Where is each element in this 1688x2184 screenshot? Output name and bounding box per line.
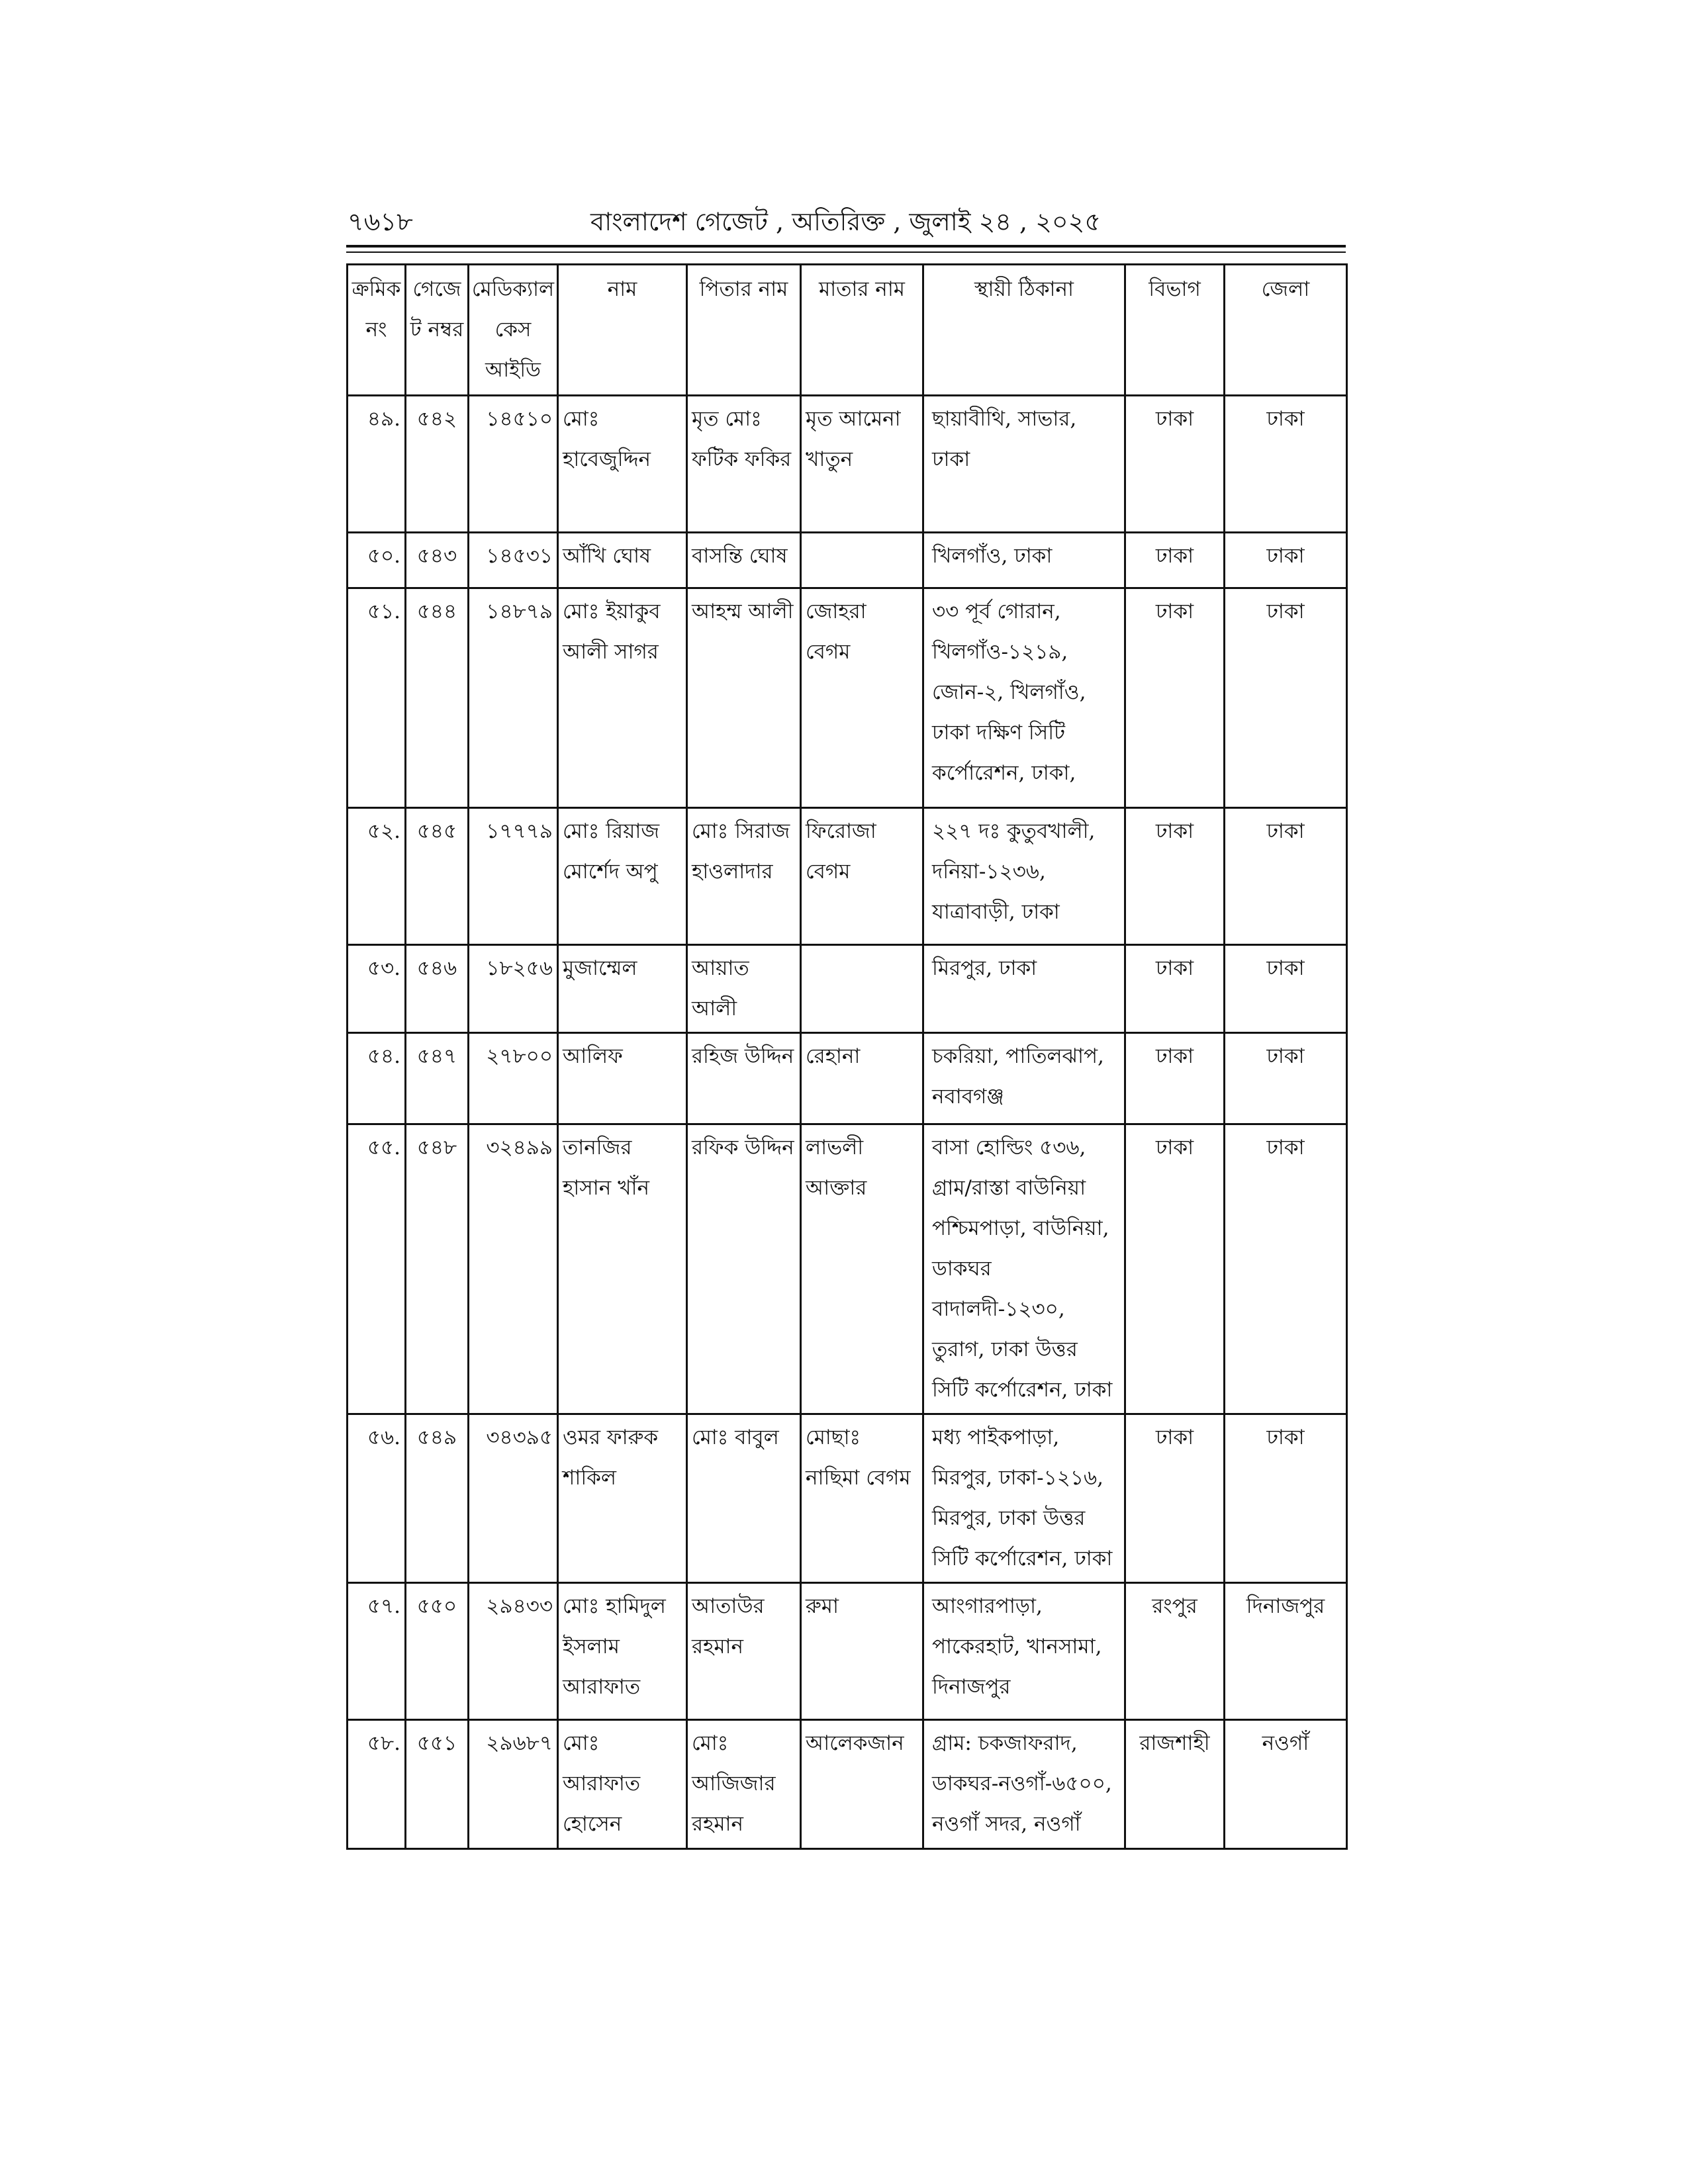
cell-address: বাসা হোল্ডিং ৫৩৬, গ্রাম/রাস্তা বাউনিয়া পশ্চিমপাড়া, বাউনিয়া, ডাকঘর বাদালদী-১২৩০, তুরাগ, ঢাকা উত্তর সিটি কর্পোরেশন, ঢাকা bbox=[923, 1124, 1125, 1414]
table-row bbox=[348, 1033, 1347, 1124]
cell-father-name: আহম্ম আলী bbox=[687, 588, 801, 808]
cell-gazette-number: ৫৫০ bbox=[406, 1583, 469, 1720]
cell-mother-name: লাভলী আক্তার bbox=[801, 1124, 923, 1414]
table-row bbox=[348, 533, 1347, 588]
cell-gazette-number: ৫৪৯ bbox=[406, 1414, 469, 1583]
cell-name: আঁখি ঘোষ bbox=[558, 533, 687, 588]
header-rule-thin bbox=[346, 251, 1346, 253]
table-row bbox=[348, 1720, 1347, 1849]
cell-mother-name bbox=[801, 533, 923, 588]
cell-medical-case-id: ২৯৬৮৭ bbox=[469, 1720, 558, 1849]
cell-name: মুজাম্মেল bbox=[558, 945, 687, 1033]
cell-serial: ৫৪. bbox=[348, 1033, 406, 1124]
cell-gazette-number: ৫৪৭ bbox=[406, 1033, 469, 1124]
cell-serial: ৫৩. bbox=[348, 945, 406, 1033]
cell-address: মধ্য পাইকপাড়া, মিরপুর, ঢাকা-১২১৬, মিরপুর, ঢাকা উত্তর সিটি কর্পোরেশন, ঢাকা bbox=[923, 1414, 1125, 1583]
cell-father-name: মোঃ আজিজার রহমান bbox=[687, 1720, 801, 1849]
cell-gazette-number: ৫৪৫ bbox=[406, 808, 469, 945]
cell-name: আলিফ bbox=[558, 1033, 687, 1124]
cell-district: নওগাঁ bbox=[1225, 1720, 1347, 1849]
cell-mother-name: রেহানা bbox=[801, 1033, 923, 1124]
cell-division: ঢাকা bbox=[1125, 808, 1225, 945]
cell-medical-case-id: ১৪৫৩১ bbox=[469, 533, 558, 588]
cell-mother-name: জোহরা বেগম bbox=[801, 588, 923, 808]
cell-division: ঢাকা bbox=[1125, 533, 1225, 588]
cell-name: মোঃ আরাফাত হোসেন bbox=[558, 1720, 687, 1849]
cell-serial: ৫৫. bbox=[348, 1124, 406, 1414]
cell-medical-case-id: ১৭৭৭৯ bbox=[469, 808, 558, 945]
cell-father-name: রফিক উদ্দিন bbox=[687, 1124, 801, 1414]
column-header-division: বিভাগ bbox=[1125, 265, 1225, 396]
cell-address: গ্রাম: চকজাফরাদ, ডাকঘর-নওগাঁ-৬৫০০, নওগাঁ সদর, নওগাঁ bbox=[923, 1720, 1125, 1849]
cell-medical-case-id: ১৮২৫৬ bbox=[469, 945, 558, 1033]
cell-address: চকরিয়া, পাতিলঝাপ, নবাবগঞ্জ bbox=[923, 1033, 1125, 1124]
cell-mother-name: ফিরোজা বেগম bbox=[801, 808, 923, 945]
cell-address: আংগারপাড়া, পাকেরহাট, খানসামা, দিনাজপুর bbox=[923, 1583, 1125, 1720]
column-header-medical-case-id: মেডিক্যাল কেস আইডি bbox=[469, 265, 558, 396]
cell-serial: ৫৭. bbox=[348, 1583, 406, 1720]
cell-division: রাজশাহী bbox=[1125, 1720, 1225, 1849]
cell-gazette-number: ৫৪৪ bbox=[406, 588, 469, 808]
cell-medical-case-id: ১৪৫১০ bbox=[469, 396, 558, 533]
cell-gazette-number: ৫৪৩ bbox=[406, 533, 469, 588]
cell-name: তানজির হাসান খাঁন bbox=[558, 1124, 687, 1414]
cell-gazette-number: ৫৪৬ bbox=[406, 945, 469, 1033]
table-row bbox=[348, 945, 1347, 1033]
cell-mother-name: মৃত আমেনা খাতুন bbox=[801, 396, 923, 533]
cell-address: মিরপুর, ঢাকা bbox=[923, 945, 1125, 1033]
cell-mother-name: আলেকজান bbox=[801, 1720, 923, 1849]
cell-district: ঢাকা bbox=[1225, 396, 1347, 533]
cell-mother-name bbox=[801, 945, 923, 1033]
table-row bbox=[348, 808, 1347, 945]
cell-mother-name: মোছাঃ নাছিমা বেগম bbox=[801, 1414, 923, 1583]
cell-medical-case-id: ৩২৪৯৯ bbox=[469, 1124, 558, 1414]
cell-serial: ৫০. bbox=[348, 533, 406, 588]
cell-division: রংপুর bbox=[1125, 1583, 1225, 1720]
cell-district: ঢাকা bbox=[1225, 533, 1347, 588]
header-rule-thick bbox=[346, 245, 1346, 248]
column-header-district: জেলা bbox=[1225, 265, 1347, 396]
cell-division: ঢাকা bbox=[1125, 1414, 1225, 1583]
table-row bbox=[348, 396, 1347, 533]
cell-district: ঢাকা bbox=[1225, 588, 1347, 808]
cell-father-name: মোঃ সিরাজ হাওলাদার bbox=[687, 808, 801, 945]
cell-father-name: আয়াত আলী bbox=[687, 945, 801, 1033]
column-header-serial: ক্রমিক নং bbox=[348, 265, 406, 396]
cell-serial: ৫১. bbox=[348, 588, 406, 808]
cell-division: ঢাকা bbox=[1125, 396, 1225, 533]
column-header-father-name: পিতার নাম bbox=[687, 265, 801, 396]
table-row bbox=[348, 1124, 1347, 1414]
cell-serial: ৫৬. bbox=[348, 1414, 406, 1583]
cell-father-name: মোঃ বাবুল bbox=[687, 1414, 801, 1583]
cell-father-name: আতাউর রহমান bbox=[687, 1583, 801, 1720]
cell-mother-name: রুমা bbox=[801, 1583, 923, 1720]
gazette-title: বাংলাদেশ গেজেট , অতিরিক্ত , জুলাই ২৪ , ২০২৫ bbox=[590, 207, 1101, 236]
cell-gazette-number: ৫৪২ bbox=[406, 396, 469, 533]
cell-name: মোঃ হামিদুল ইসলাম আরাফাত bbox=[558, 1583, 687, 1720]
cell-district: ঢাকা bbox=[1225, 1033, 1347, 1124]
column-header-gazette-number: গেজেট নম্বর bbox=[406, 265, 469, 396]
cell-division: ঢাকা bbox=[1125, 1033, 1225, 1124]
cell-district: ঢাকা bbox=[1225, 945, 1347, 1033]
cell-district: দিনাজপুর bbox=[1225, 1583, 1347, 1720]
cell-name: মোঃ ইয়াকুব আলী সাগর bbox=[558, 588, 687, 808]
cell-serial: ৫২. bbox=[348, 808, 406, 945]
cell-address: ছায়াবীথি, সাভার, ঢাকা bbox=[923, 396, 1125, 533]
cell-name: ওমর ফারুক শাকিল bbox=[558, 1414, 687, 1583]
cell-address: ২২৭ দঃ কুতুবখালী, দনিয়া-১২৩৬, যাত্রাবাড়ী, ঢাকা bbox=[923, 808, 1125, 945]
gazette-table bbox=[346, 263, 1348, 1850]
cell-division: ঢাকা bbox=[1125, 1124, 1225, 1414]
cell-medical-case-id: ২৭৮০০ bbox=[469, 1033, 558, 1124]
cell-medical-case-id: ১৪৮৭৯ bbox=[469, 588, 558, 808]
cell-district: ঢাকা bbox=[1225, 1124, 1347, 1414]
cell-gazette-number: ৫৫১ bbox=[406, 1720, 469, 1849]
cell-gazette-number: ৫৪৮ bbox=[406, 1124, 469, 1414]
cell-address: খিলগাঁও, ঢাকা bbox=[923, 533, 1125, 588]
cell-serial: ৪৯. bbox=[348, 396, 406, 533]
table-row bbox=[348, 1583, 1347, 1720]
cell-medical-case-id: ২৯৪৩৩ bbox=[469, 1583, 558, 1720]
cell-district: ঢাকা bbox=[1225, 808, 1347, 945]
cell-division: ঢাকা bbox=[1125, 945, 1225, 1033]
cell-division: ঢাকা bbox=[1125, 588, 1225, 808]
cell-district: ঢাকা bbox=[1225, 1414, 1347, 1583]
column-header-mother-name: মাতার নাম bbox=[801, 265, 923, 396]
page-header bbox=[348, 202, 1344, 242]
cell-name: মোঃ হাবেজুদ্দিন bbox=[558, 396, 687, 533]
page-number: ৭৬১৮ bbox=[348, 207, 413, 236]
cell-medical-case-id: ৩৪৩৯৫ bbox=[469, 1414, 558, 1583]
cell-father-name: বাসন্তি ঘোষ bbox=[687, 533, 801, 588]
cell-name: মোঃ রিয়াজ মোর্শেদ অপু bbox=[558, 808, 687, 945]
table-header-row bbox=[348, 265, 1347, 396]
cell-father-name: মৃত মোঃ ফটিক ফকির bbox=[687, 396, 801, 533]
cell-address: ৩৩ পূর্ব গোরান, খিলগাঁও-১২১৯, জোন-২, খিলগাঁও, ঢাকা দক্ষিণ সিটি কর্পোরেশন, ঢাকা, bbox=[923, 588, 1125, 808]
table-row bbox=[348, 588, 1347, 808]
table-row bbox=[348, 1414, 1347, 1583]
column-header-name: নাম bbox=[558, 265, 687, 396]
cell-serial: ৫৮. bbox=[348, 1720, 406, 1849]
column-header-permanent-address: স্থায়ী ঠিকানা bbox=[923, 265, 1125, 396]
cell-father-name: রহিজ উদ্দিন bbox=[687, 1033, 801, 1124]
